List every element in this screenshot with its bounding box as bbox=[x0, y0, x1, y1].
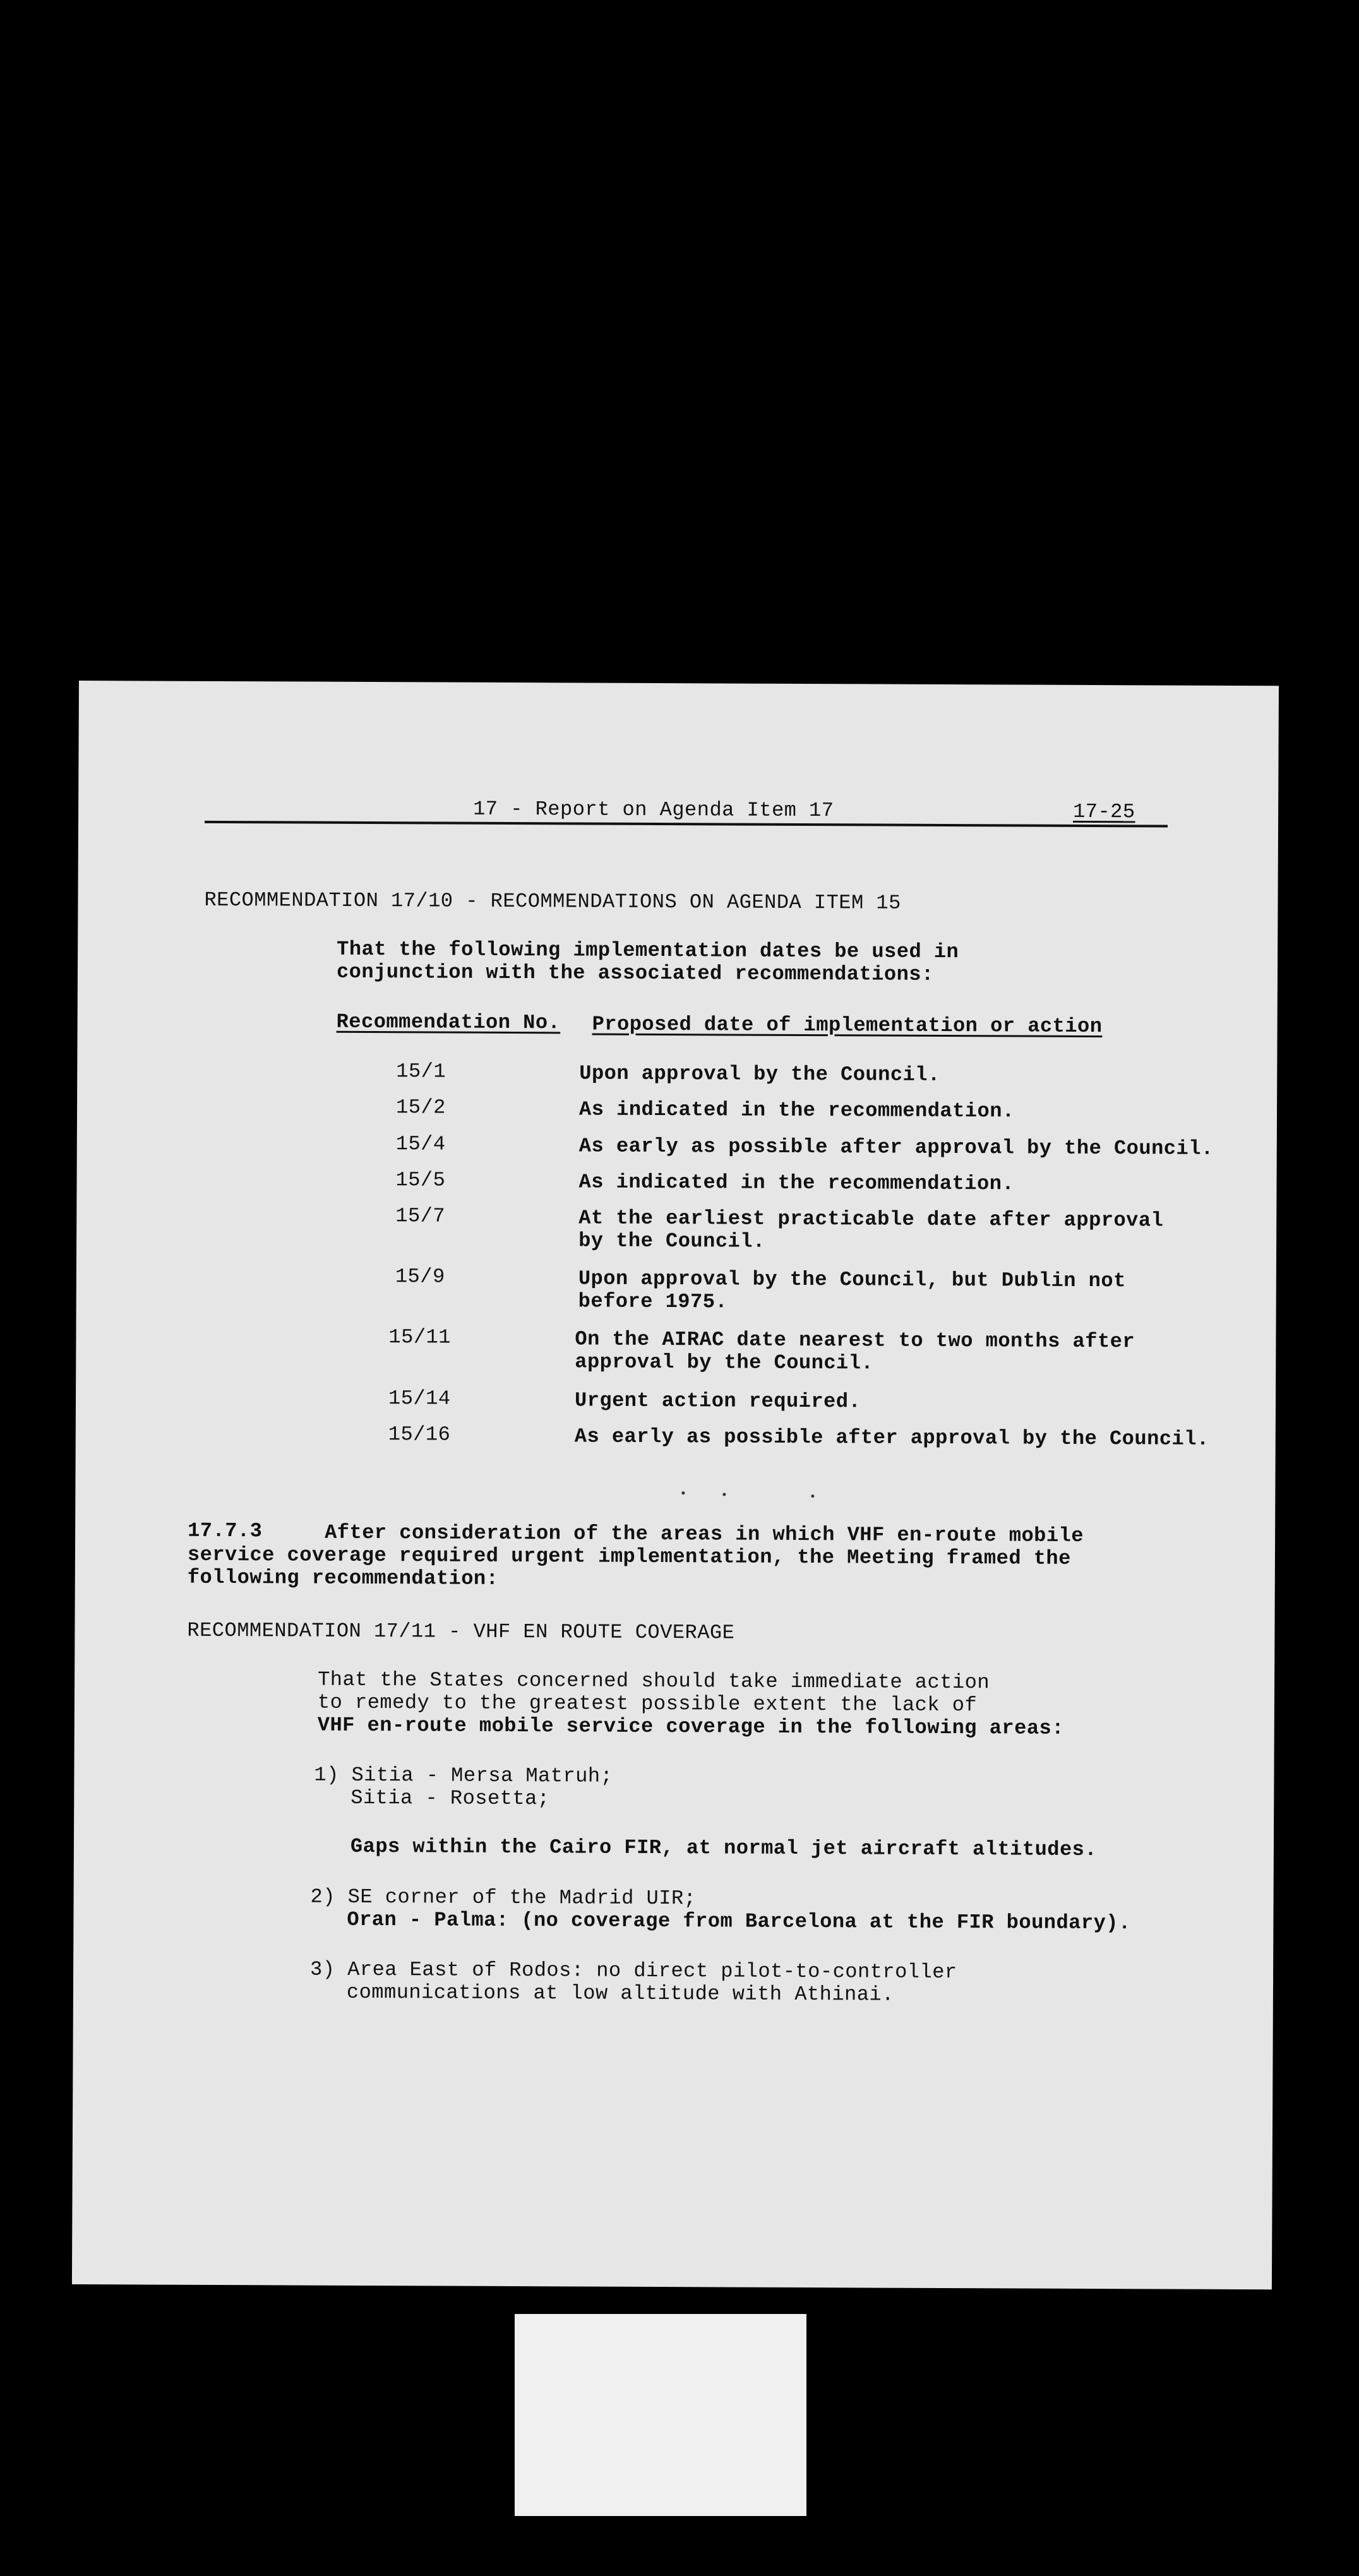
paragraph-line2: service coverage required urgent implementation, the Meeting framed the bbox=[187, 1542, 1071, 1570]
implementation-date: On the AIRAC date nearest to two months after bbox=[575, 1327, 1135, 1354]
list-item-continued: communications at low altitude with Athinai. bbox=[346, 1980, 894, 2007]
paragraph-number: 17.7.3 bbox=[188, 1518, 263, 1543]
recommendation-17-11-heading: RECOMMENDATION 17/11 - VHF EN ROUTE COVERAGE bbox=[187, 1618, 735, 1645]
list-item-continued: Gaps within the Cairo FIR, at normal jet aircraft altitudes. bbox=[350, 1834, 1098, 1862]
recommendation-number: 15/11 bbox=[388, 1325, 452, 1349]
scan-speck bbox=[722, 1493, 726, 1496]
recommendation-17-11-intro-line2: to remedy to the greatest possible extent the lack of bbox=[317, 1690, 978, 1717]
implementation-date-continued: by the Council. bbox=[578, 1229, 765, 1253]
list-item: 1) Sitia - Mersa Matruh; bbox=[314, 1763, 613, 1788]
scan-speck bbox=[811, 1494, 814, 1498]
implementation-date: Upon approval by the Council. bbox=[579, 1061, 940, 1087]
implementation-date: As early as possible after approval by the Council. bbox=[578, 1134, 1214, 1160]
recommendation-17-10-intro-line1: That the following implementation dates be used in bbox=[337, 937, 959, 964]
implementation-date: Urgent action required. bbox=[574, 1388, 861, 1414]
recommendation-number: 15/4 bbox=[395, 1132, 446, 1156]
page-number: 17-25 bbox=[1073, 799, 1135, 824]
list-item-continued: Sitia - Rosetta; bbox=[350, 1786, 550, 1811]
implementation-date: As early as possible after approval by the Council. bbox=[574, 1424, 1209, 1451]
header-title: 17 - Report on Agenda Item 17 bbox=[473, 797, 834, 823]
list-item-continued: Oran - Palma: (no coverage from Barcelona at the FIR boundary). bbox=[347, 1907, 1131, 1935]
recommendation-17-10-heading: RECOMMENDATION 17/10 - RECOMMENDATIONS ON AGENDA ITEM 15 bbox=[204, 888, 901, 915]
recommendation-number: 15/16 bbox=[388, 1422, 451, 1446]
recommendation-number: 15/9 bbox=[395, 1265, 445, 1289]
paragraph-line3: following recommendation: bbox=[187, 1565, 499, 1590]
scan-speck bbox=[681, 1491, 685, 1494]
recommendation-number: 15/2 bbox=[395, 1095, 446, 1119]
list-item: 3) Area East of Rodos: no direct pilot-to-controller bbox=[310, 1957, 957, 1984]
column-header-recommendation-no: Recommendation No. bbox=[336, 1010, 561, 1035]
paragraph-line1: After consideration of the areas in which VHF en-route mobile bbox=[325, 1520, 1084, 1547]
recommendation-number: 15/5 bbox=[395, 1168, 446, 1192]
implementation-date-continued: before 1975. bbox=[578, 1289, 728, 1314]
document-page bbox=[72, 681, 1279, 2289]
paper-slip bbox=[515, 2314, 806, 2516]
implementation-date: As indicated in the recommendation. bbox=[578, 1097, 1015, 1123]
implementation-date-continued: approval by the Council. bbox=[575, 1350, 874, 1375]
recommendation-17-10-intro-line2: conjunction with the associated recommendations: bbox=[336, 960, 934, 986]
column-header-proposed-date: Proposed date of implementation or action bbox=[592, 1012, 1103, 1039]
recommendation-number: 15/7 bbox=[395, 1204, 446, 1228]
recommendation-17-11-intro-line3: VHF en-route mobile service coverage in the following areas: bbox=[317, 1713, 1065, 1740]
recommendation-17-11-intro-line1: That the States concerned should take immediate action bbox=[318, 1667, 990, 1695]
recommendation-number: 15/14 bbox=[388, 1386, 451, 1410]
recommendation-number: 15/1 bbox=[396, 1059, 446, 1083]
list-item: 2) SE corner of the Madrid UIR; bbox=[310, 1885, 697, 1911]
implementation-date: Upon approval by the Council, but Dublin not bbox=[578, 1267, 1126, 1293]
implementation-date: At the earliest practicable date after approval bbox=[578, 1206, 1164, 1232]
implementation-date: As indicated in the recommendation. bbox=[578, 1170, 1015, 1196]
